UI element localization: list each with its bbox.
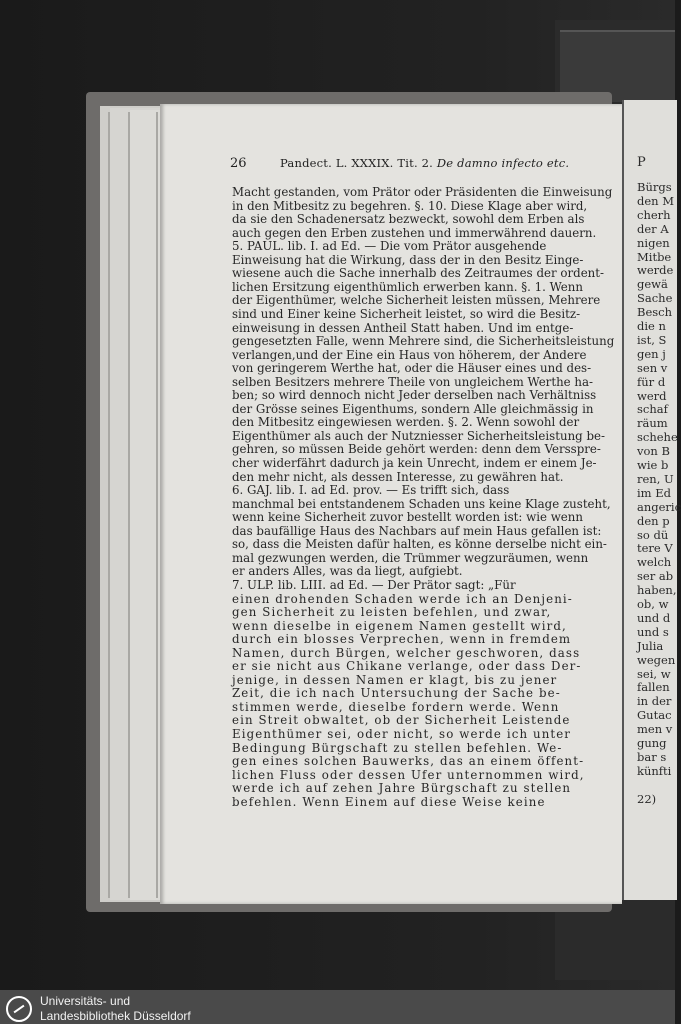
- page-edge: [108, 112, 110, 898]
- opposite-text-line: schehe: [637, 430, 678, 445]
- opposite-text-line: Besch: [637, 305, 673, 320]
- opposite-text-line: wie b: [637, 458, 669, 472]
- page-edge: [156, 112, 158, 898]
- text-line: stimmen werde, dieselbe fordern werde. Wenn: [232, 699, 560, 714]
- opposite-page: [622, 100, 681, 900]
- text-line: ein Streit obwaltet, ob der Sicherheit Leistende: [232, 713, 571, 728]
- text-line: manchmal bei entstandenem Schaden uns keine Klage zusteht,: [232, 496, 611, 511]
- text-line: in den Mitbesitz zu begehren. §. 10. Diese Klage aber wird,: [232, 198, 588, 213]
- opposite-text-line: ob, w: [637, 597, 669, 611]
- opposite-text-line: Gutac: [637, 708, 672, 723]
- opposite-text-line: gung: [637, 736, 667, 750]
- opposite-text-line: Bürgs: [637, 180, 672, 194]
- opposite-text-line: im Ed: [637, 485, 671, 500]
- text-line: er sie nicht aus Chikane verlange, oder dass Der-: [232, 659, 582, 674]
- opposite-text-line: so dü: [637, 527, 669, 542]
- running-head-text: Pandect. L. XXXIX. Tit. 2.: [280, 156, 434, 170]
- opposite-text-line: und d: [637, 610, 671, 625]
- text-line: auch gegen den Erben zustehen und immerwährend dauern.: [232, 225, 597, 240]
- text-line: 7. ULP. lib. LIII. ad Ed. — Der Prätor sagt: „Für: [232, 577, 516, 592]
- opposite-text-line: gewä: [637, 277, 668, 292]
- text-line: gengesetzten Falle, wenn Mehrere sind, die Sicherheitsleistung: [232, 334, 615, 349]
- text-line: Eigenthümer als auch der Nutzniesser Sicherheitsleistung be-: [232, 428, 605, 443]
- text-line: Namen, durch Bürgen, welcher geschworen, dass: [232, 645, 581, 660]
- library-name-line2[interactable]: Landesbibliothek Düsseldorf: [40, 1009, 191, 1023]
- text-line: der Grösse seines Eigenthums, sondern Alle gleichmässig in: [232, 401, 594, 416]
- opposite-text-line: gen j: [637, 346, 666, 361]
- opposite-text-line: welch: [637, 555, 672, 570]
- page-edge: [128, 112, 130, 898]
- opposite-text-line: in der: [637, 694, 672, 709]
- text-line: den mehr nicht, als dessen Interesse, zu gewähren hat.: [232, 469, 564, 484]
- opposite-text-line: von B: [637, 444, 670, 459]
- text-line: befehlen. Wenn Einem auf diese Weise keine: [232, 794, 546, 809]
- text-line: wiesene auch die Sache innerhalb des Zeitraumes der ordent-: [232, 266, 604, 281]
- opposite-head: P: [637, 155, 646, 170]
- opposite-text-line: angeric: [637, 499, 681, 514]
- running-head-italic: De damno infecto etc.: [436, 156, 570, 170]
- text-line: 6. GAJ. lib. I. ad Ed. prov. — Es trifft sich, dass: [232, 483, 510, 498]
- text-line: werde ich auf zehen Jahre Bürgschaft zu stellen: [232, 781, 572, 796]
- text-line: einen drohenden Schaden werde ich an Denjeni-: [232, 591, 573, 606]
- opposite-text-line: cherh: [637, 207, 671, 222]
- text-line: lichen Ersitzung eigenthümlich erwerben kann. §. 1. Wenn: [232, 279, 583, 294]
- opposite-text-line: werde: [637, 263, 674, 278]
- opposite-text-line: sen v: [637, 360, 668, 375]
- opposite-text-line: den M: [637, 193, 675, 208]
- running-head: [280, 156, 569, 170]
- text-line: verlangen,und der Eine ein Haus von höherem, der Andere: [232, 347, 587, 362]
- opposite-text-line: Mitbe: [637, 249, 672, 264]
- opposite-text-line: und s: [637, 624, 669, 639]
- text-line: mal gezwungen werden, die Trümmer wegzuräumen, wenn: [232, 550, 589, 565]
- opposite-text-line: räum: [637, 416, 668, 431]
- text-line: cher widerfährt dadurch ja kein Unrecht, indem er einem Je-: [232, 456, 597, 470]
- text-line: 5. PAUL. lib. I. ad Ed. — Die vom Prätor ausgehende: [232, 239, 547, 254]
- opposite-text-line: ren, U: [637, 471, 674, 486]
- text-line: den Mitbesitz eingewiesen werden. §. 2. Wenn sowohl der: [232, 415, 580, 430]
- text-line: wenn dieselbe in eigenem Namen gestellt wird,: [232, 618, 567, 633]
- opposite-text-line: fallen: [637, 680, 670, 695]
- text-line: Bedingung Bürgschaft zu stellen befehlen. We-: [232, 740, 563, 755]
- text-line: gen eines solchen Bauwerks, das an einem öffent-: [232, 754, 585, 769]
- text-line: jenige, in dessen Namen er klagt, bis zu jener: [232, 672, 558, 687]
- opposite-text-line: men v: [637, 722, 673, 737]
- opposite-text-line: tere V: [637, 541, 673, 556]
- text-line: selben Besitzers mehrere Theile von ungleichem Werthe ha-: [232, 374, 594, 389]
- page-header: [230, 156, 570, 176]
- text-line: so, dass die Meisten dafür halten, es könne derselbe nicht ein-: [232, 537, 607, 552]
- text-line: Eigenthümer sei, oder nicht, so werde ich unter: [232, 727, 572, 741]
- opposite-text-line: sei, w: [637, 666, 671, 681]
- text-line: Einweisung hat die Wirkung, dass der in den Besitz Einge-: [232, 252, 584, 267]
- text-line: gehren, so müssen Beide gehört werden: denn dem Versspre-: [232, 442, 601, 457]
- text-line: wenn keine Sicherheit zuvor bestellt worden ist: wie wenn: [232, 510, 583, 525]
- page-number: 26: [230, 156, 247, 171]
- text-line: er anders Alles, was da liegt, aufgiebt.: [232, 564, 463, 579]
- text-line: ben; so wird dennoch nicht Jeder derselben nach Verhältniss: [232, 388, 597, 403]
- text-line: einweisung in dessen Antheil Statt haben. Und im entge-: [232, 320, 574, 335]
- opposite-text-line: für d: [637, 374, 666, 389]
- text-line: sind und Einer keine Sicherheit leistet, so wird die Besitz-: [232, 306, 581, 321]
- opposite-text-line: werd: [637, 388, 667, 403]
- opposite-text-line: schaf: [637, 402, 668, 417]
- text-line: da sie den Schadenersatz bezweckt, sowohl dem Erben als: [232, 212, 585, 227]
- opposite-text-line: den p: [637, 513, 670, 528]
- opposite-text-line: bar s: [637, 749, 667, 764]
- library-name-line1[interactable]: Universitäts- und: [40, 994, 131, 1008]
- text-line: durch ein blosses Verprechen, wenn in fremdem: [232, 632, 572, 647]
- text-line: von geringerem Werthe hat, oder die Häuser eines und des-: [232, 361, 592, 376]
- opposite-text-line: künfti: [637, 763, 672, 778]
- library-logo-icon[interactable]: [6, 996, 32, 1022]
- opposite-text-line: ist, S: [637, 332, 667, 347]
- text-line: Zeit, die ich nach Untersuchung der Sache be-: [232, 686, 561, 701]
- text-line: Macht gestanden, vom Prätor oder Präsidenten die Einweisung: [232, 185, 613, 199]
- opposite-text-line: nigen: [637, 235, 670, 250]
- opposite-text-line: der A: [637, 221, 669, 236]
- text-line: gen Sicherheit zu leisten befehlen, und zwar,: [232, 605, 552, 620]
- opposite-text-line: ser ab: [637, 569, 674, 584]
- opposite-text-line: wegen: [637, 652, 676, 667]
- text-line: das baufällige Haus des Nachbars auf mein Haus gefallen ist:: [232, 523, 602, 538]
- opposite-text-line: Julia: [637, 638, 664, 653]
- text-line: lichen Fluss oder dessen Ufer unternommen wird,: [232, 767, 585, 782]
- text-line: der Eigenthümer, welche Sicherheit leisten müssen, Mehrere: [232, 293, 601, 308]
- opposite-text-line: Sache: [637, 291, 673, 306]
- opposite-text-line: die n: [637, 319, 666, 333]
- opposite-text-line: haben,: [637, 583, 677, 598]
- opposite-text-line: 22): [637, 791, 657, 806]
